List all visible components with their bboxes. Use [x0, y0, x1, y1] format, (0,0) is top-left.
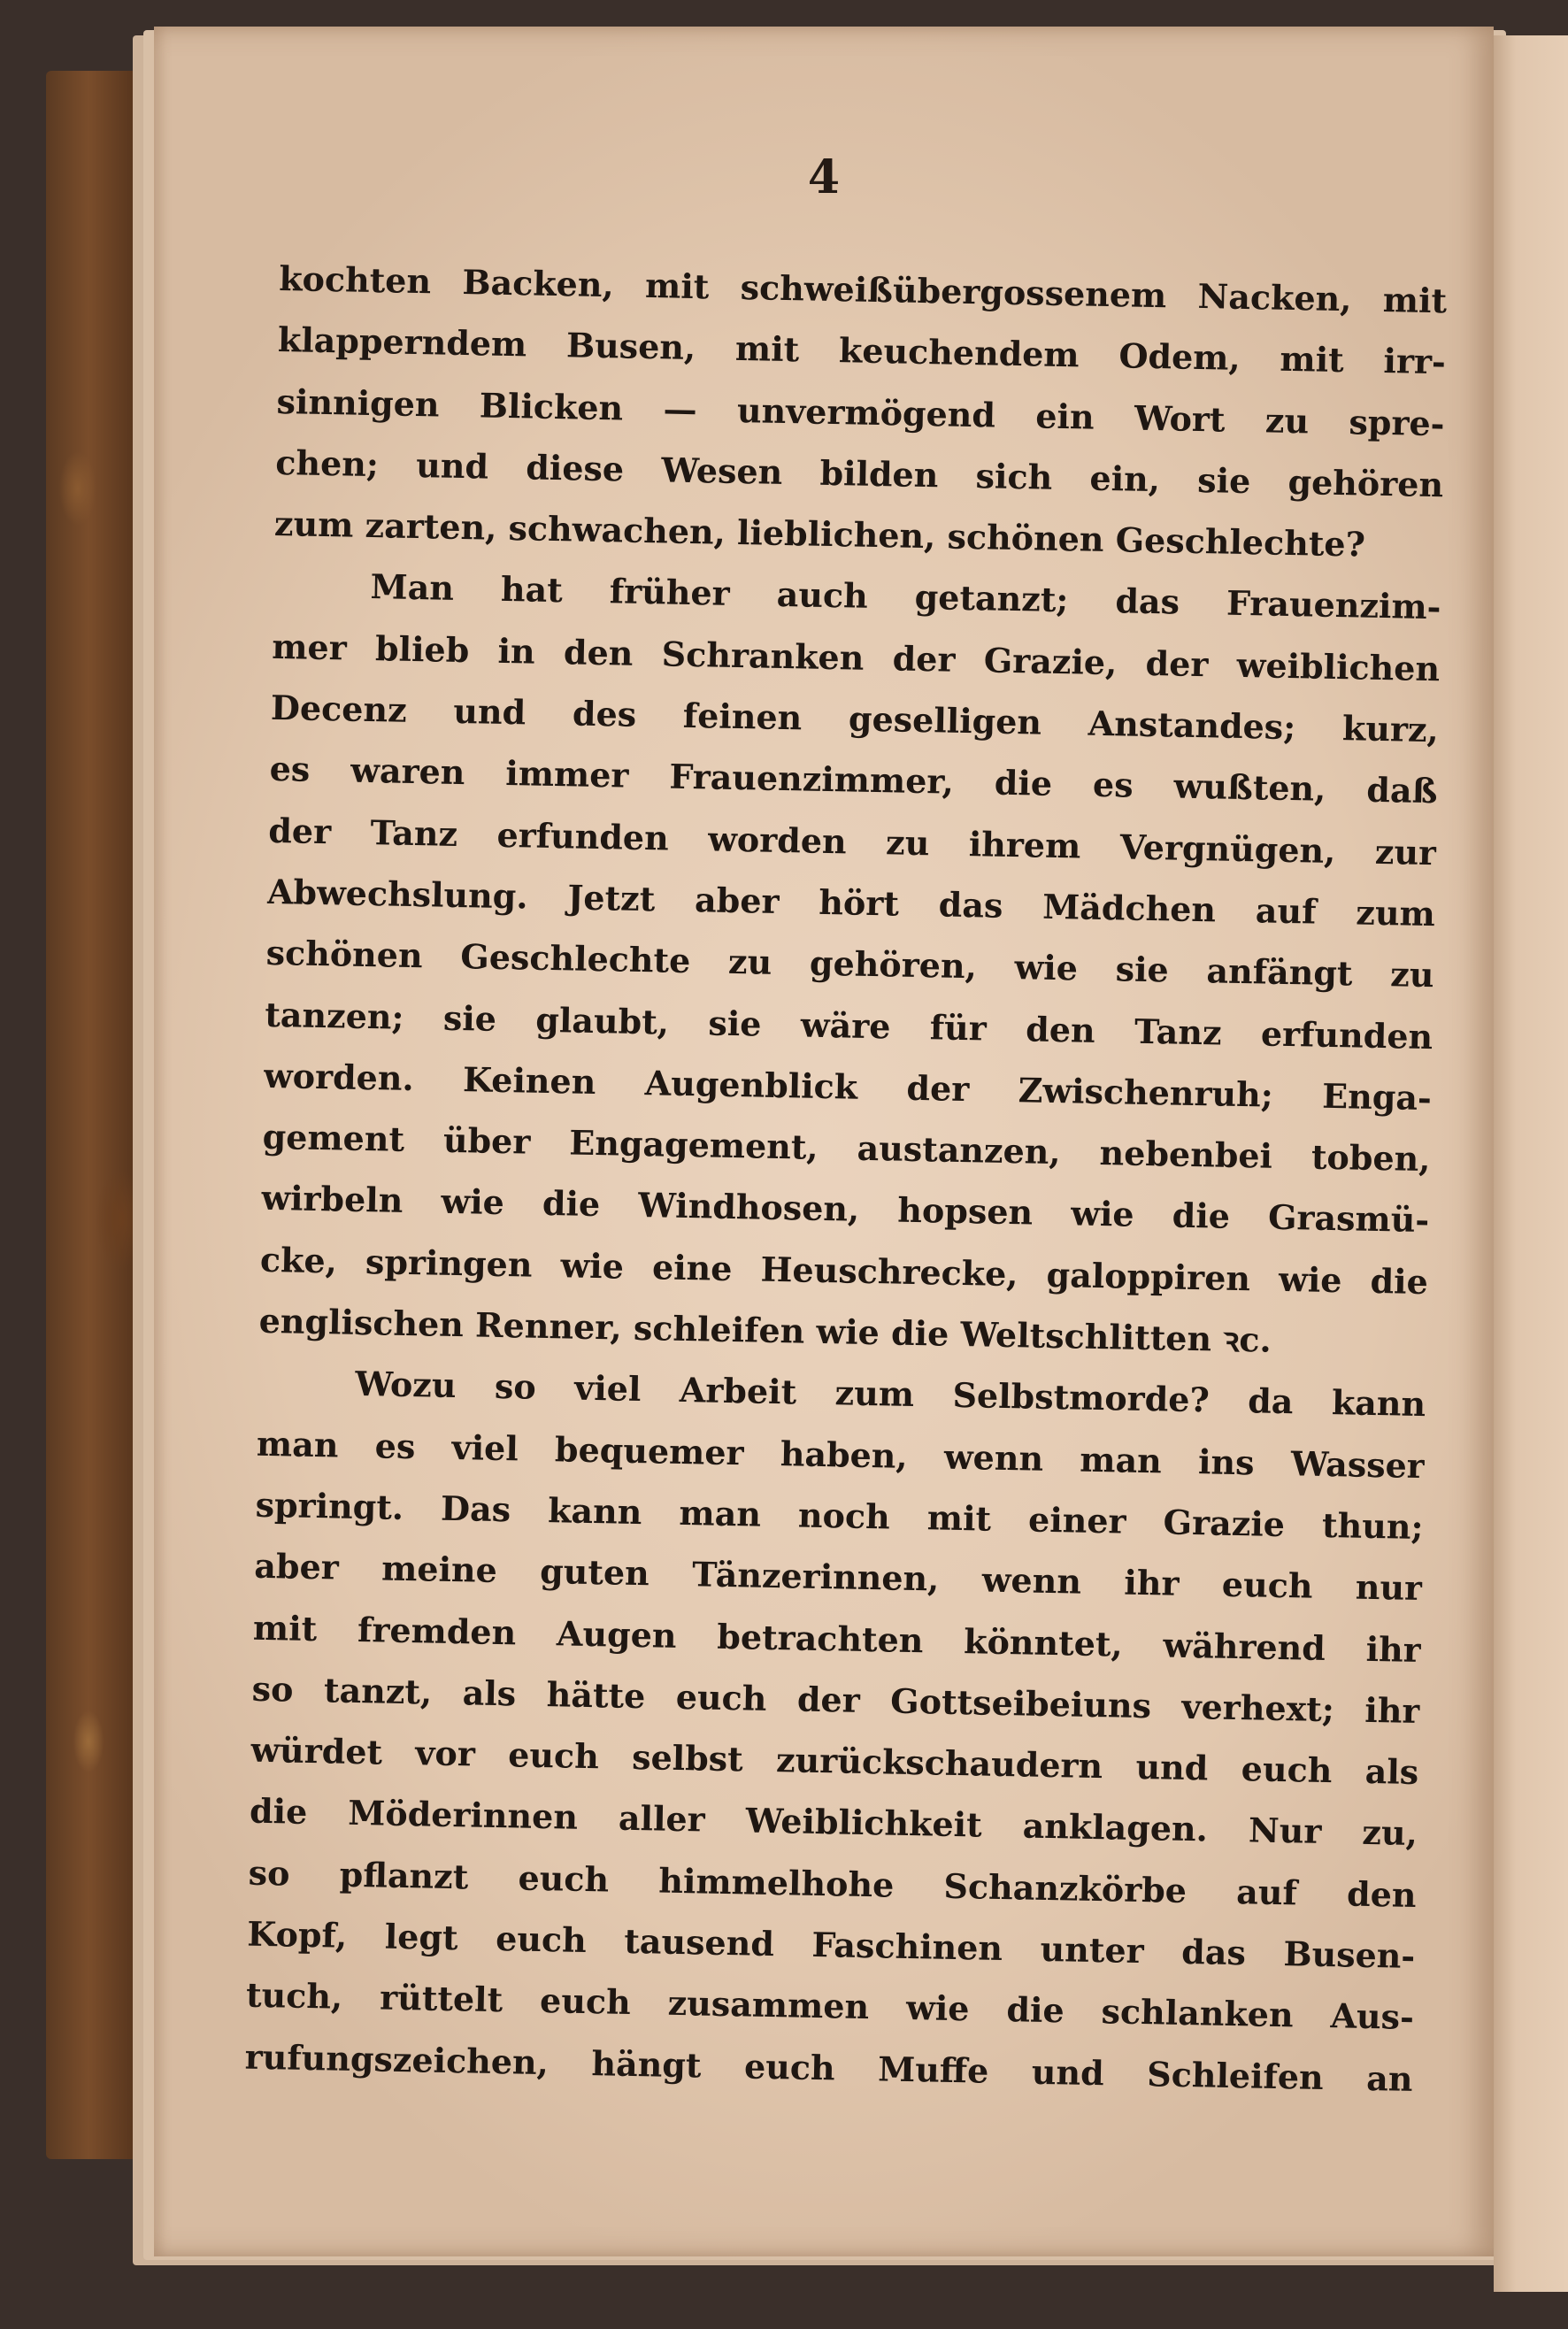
text-line: der Tanz erfunden worden zu ihrem Vergnügen, zur	[267, 810, 1437, 872]
text-line: springt. Das kann man noch mit einer Grazie thun;	[255, 1484, 1424, 1548]
text-line: mit fremden Augen betrachten könntet, während ihr	[252, 1607, 1422, 1670]
text-line: Wozu so viel Arbeit zum Selbstmorde? da kann	[354, 1364, 1426, 1425]
text-line: wirbeln wie die Windhosen, hopsen wie die Grasmü-	[260, 1178, 1430, 1241]
text-line: die Möderinnen aller Weiblichkeit anklagen. Nur zu,	[249, 1791, 1418, 1854]
text-line: sinnigen Blicken — unvermögend ein Wort zu spre-	[276, 380, 1445, 443]
body-text	[244, 248, 1448, 2110]
text-line: cke, springen wie eine Heuschrecke, galoppiren wie die	[259, 1239, 1429, 1302]
page-number: 4	[807, 150, 841, 204]
text-line: würdet vor euch selbst zurückschaudern und euch als	[250, 1729, 1419, 1793]
text-line: so pflanzt euch himmelhohe Schanzkörbe auf den	[248, 1852, 1417, 1915]
text-line: kochten Backen, mit schweißübergossenem Nacken, mit	[278, 257, 1448, 321]
text-line: gement über Engagement, austanzen, nebenbei toben,	[262, 1116, 1431, 1180]
text-line: mer blieb in den Schranken der Grazie, der weiblichen	[271, 626, 1441, 689]
text-line: chen; und diese Wesen bilden sich ein, sie gehören	[274, 442, 1444, 505]
book-page	[154, 27, 1494, 2256]
text-line: zum zarten, schwachen, lieblichen, schönen Geschlechte?	[273, 503, 1366, 565]
text-line: tuch, rüttelt euch zusammen wie die schlanken Aus-	[245, 1974, 1415, 2038]
text-line: tanzen; sie glaubt, sie wäre für den Tanz erfunden	[264, 994, 1433, 1057]
text-line: Kopf, legt euch tausend Faschinen unter das Busen-	[246, 1913, 1416, 1977]
text-line: aber meine guten Tänzerinnen, wenn ihr euch nur	[253, 1545, 1423, 1609]
text-line: worden. Keinen Augenblick der Zwischenruh; Enga-	[263, 1055, 1433, 1118]
text-line: es waren immer Frauenzimmer, die es wußten, daß	[269, 749, 1438, 811]
text-line: schönen Geschlechte zu gehören, wie sie anfängt zu	[265, 933, 1434, 995]
text-line: man es viel bequemer haben, wenn man ins Wasser	[256, 1423, 1426, 1486]
text-line: rufungszeichen, hängt euch Muffe und Schleifen an	[244, 2036, 1413, 2099]
text-line: Decenz und des feinen geselligen Anstandes; kurz,	[270, 687, 1440, 750]
text-line: Man hat früher auch getanzt; das Frauenzim-	[370, 566, 1441, 627]
text-line: englischen Renner, schleifen wie die Weltschlitten ꝛc.	[258, 1300, 1272, 1360]
text-line: klapperndem Busen, mit keuchendem Odem, mit irr-	[277, 319, 1447, 382]
facing-page-edge	[1494, 35, 1568, 2292]
text-line: Abwechslung. Jetzt aber hört das Mädchen auf zum	[266, 871, 1436, 934]
text-line: so tanzt, als hätte euch der Gottseibeiuns verhext; ihr	[251, 1668, 1420, 1731]
